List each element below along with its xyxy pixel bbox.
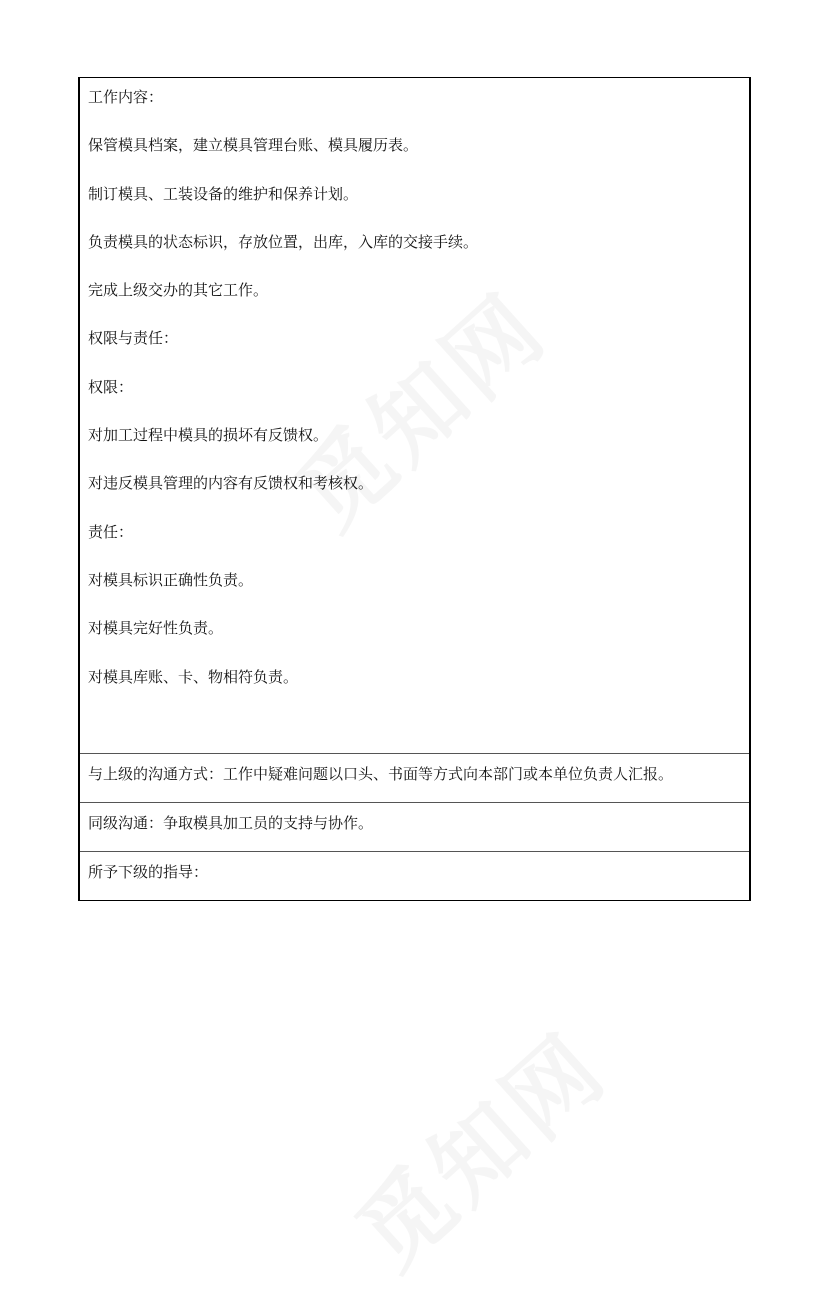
authority-heading: 权限： [88,377,134,396]
authority-item: 对违反模具管理的内容有反馈权和考核权。 [88,474,374,493]
responsibility-item: 对模具标识正确性负责。 [88,570,254,589]
job-description-table [78,77,751,901]
responsibility-heading: 责任： [88,522,134,541]
work-content-heading: 工作内容： [88,88,164,106]
responsibility-item: 对模具完好性负责。 [88,619,224,638]
authority-item: 对加工过程中模具的损坏有反馈权。 [88,426,329,445]
responsibility-item: 对模具库账、卡、物相符负责。 [88,667,299,686]
authority-responsibility-heading: 权限与责任： [88,329,179,348]
subordinate-guidance-cell: 所予下级的指导： [88,863,209,881]
duty-item: 负责模具的状态标识，存放位置，出库，入库的交接手续。 [88,232,479,251]
superior-communication-cell: 与上级的沟通方式：工作中疑难问题以口头、书面等方式向本部门或本单位负责人汇报。 [80,754,749,803]
duties-cell [80,78,749,754]
duty-item: 保管模具档案，建立模具管理台账、模具履历表。 [88,136,419,155]
duty-item: 完成上级交办的其它工作。 [88,281,269,300]
peer-communication-cell: 同级沟通：争取模具加工员的支持与协作。 [80,803,749,852]
duty-item: 制订模具、工装设备的维护和保养计划。 [88,184,359,203]
watermark [324,999,631,1293]
